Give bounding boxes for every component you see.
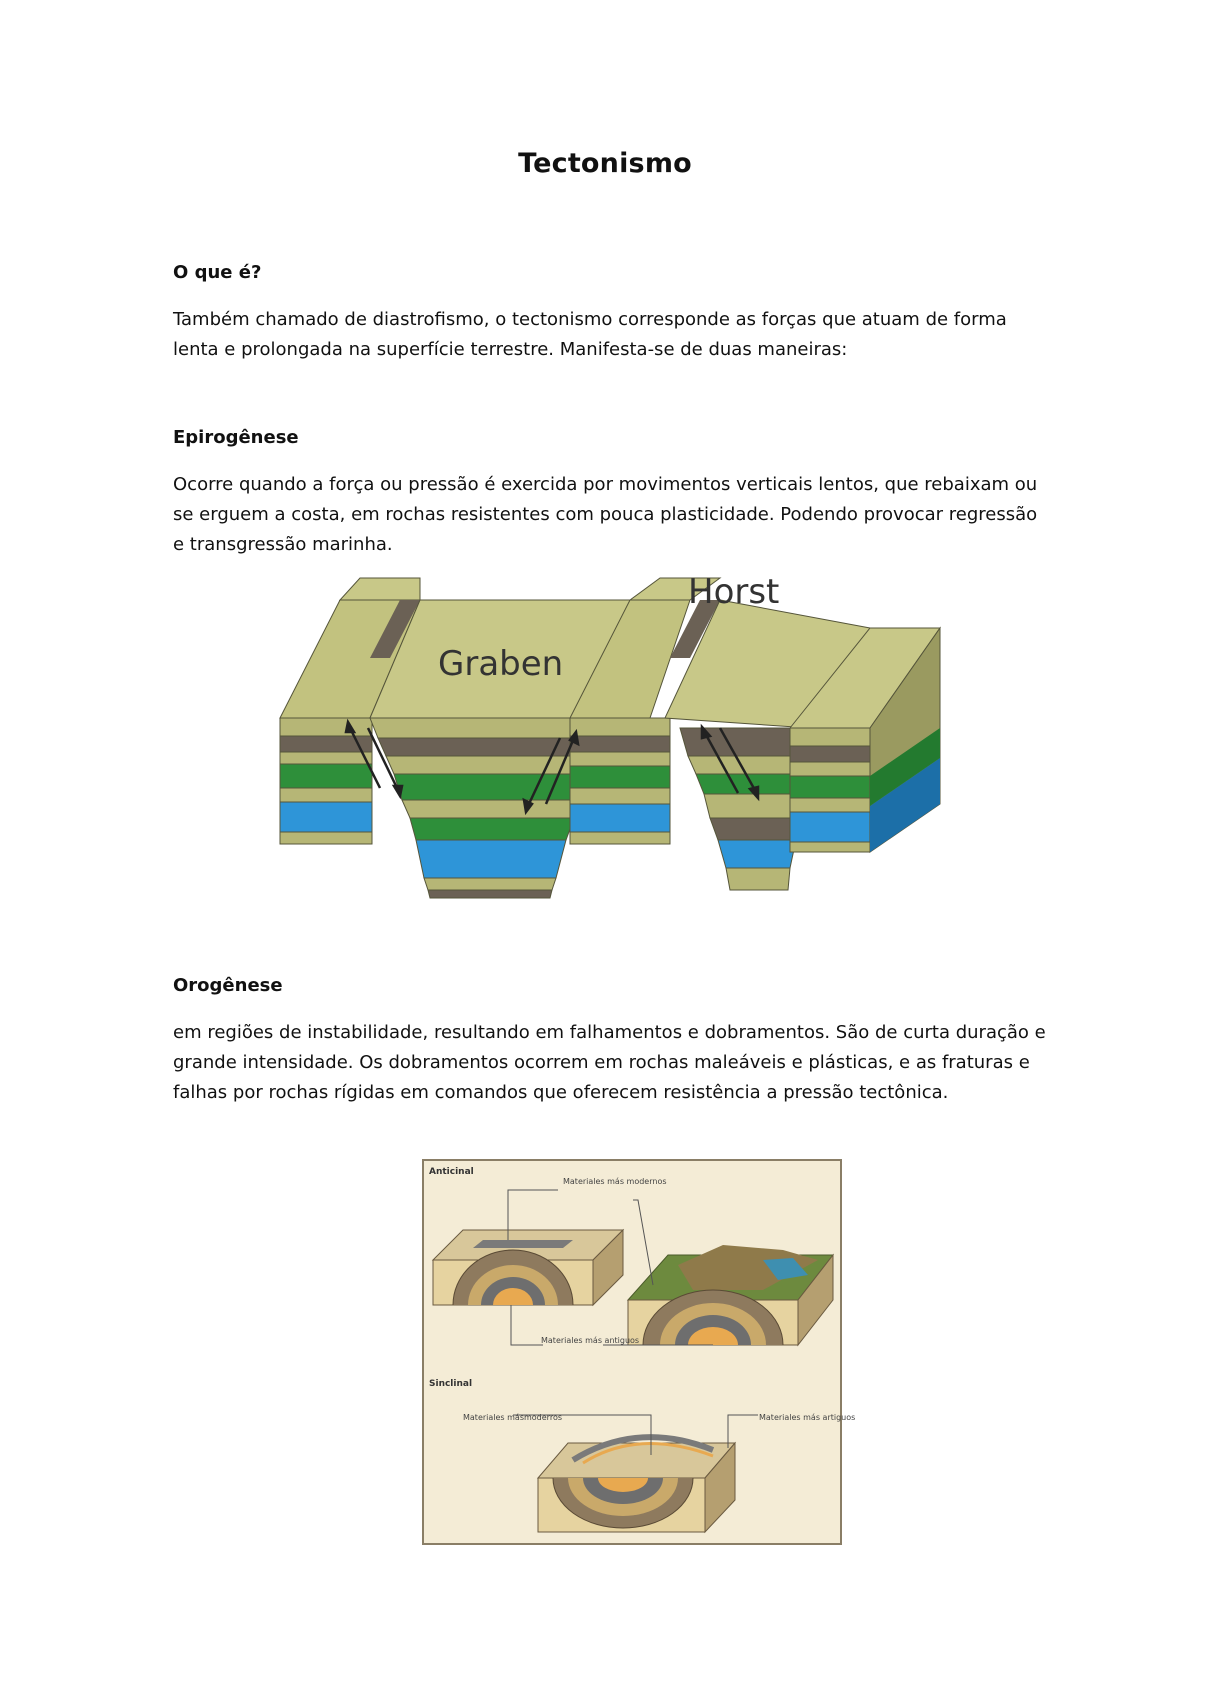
label-old-1: Materiales más antiguos (541, 1336, 640, 1345)
label-old-2: Materiales más artiguos (759, 1413, 856, 1422)
section-heading-what-is: O que é? (173, 262, 262, 283)
horst-graben-diagram (270, 572, 950, 924)
folds-diagram (423, 1160, 856, 1544)
section-heading-epirogenese: Epirogênese (173, 427, 299, 448)
section-paragraph-what-is: Também chamado de diastrofismo, o tectonismo corresponde as forças que atuam de forma lenta e prolongada na superfície terrestre. Manifesta-se de duas maneiras: (173, 309, 1007, 360)
anticline-block-left (433, 1230, 623, 1305)
section-paragraph-epirogenese: Ocorre quando a força ou pressão é exercida por movimentos verticais lentos, que rebaixam ou se erguem a costa, em rochas resistentes com pouca plasticidade. Podendo provocar regressão e transgressão marinha. (173, 474, 1038, 555)
section-paragraph-orogenese: em regiões de instabilidade, resultando em falhamentos e dobramentos. São de curta duração e grande intensidade. Os dobramentos ocorrem em rochas maleáveis e plásticas, e as fraturas e falhas por rochas rígidas em comandos que oferecem resistência a pressão tectônica. (173, 1022, 1046, 1103)
label-horst: Horst (688, 572, 780, 612)
page-title: Tectonismo (518, 148, 692, 179)
label-modern-2: Materiales másmoderros (463, 1413, 563, 1422)
label-anticline: Anticinal (429, 1167, 474, 1177)
section-heading-orogenese: Orogênese (173, 975, 283, 996)
label-modern-1: Materiales más modernos (563, 1177, 667, 1186)
label-syncline: Sinclinal (429, 1379, 473, 1389)
syncline-block (538, 1437, 735, 1532)
label-graben: Graben (438, 644, 564, 684)
